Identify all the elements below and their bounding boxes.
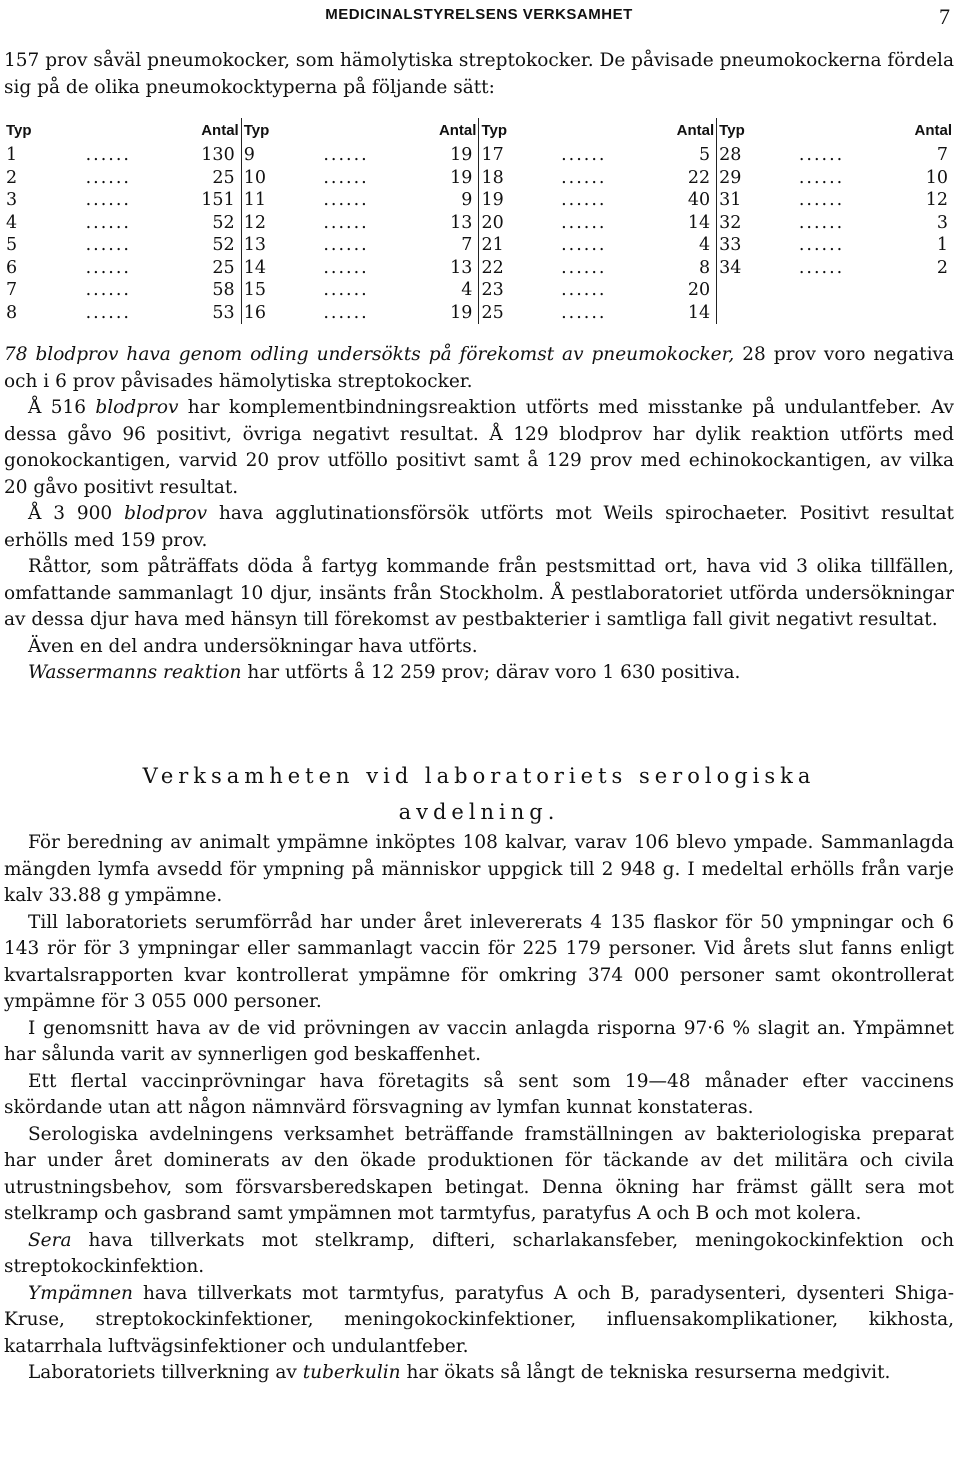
count-cell <box>898 302 954 325</box>
leader-dots: ...... <box>323 167 369 188</box>
type-cell: 10 <box>243 167 266 188</box>
type-cell: 8 <box>6 302 18 323</box>
leader-dots: ...... <box>85 212 131 233</box>
type-count-table <box>4 118 954 324</box>
leader-dots: ...... <box>561 235 607 255</box>
leader-dots: ...... <box>85 167 131 188</box>
count-cell: 53 <box>185 302 241 325</box>
paragraph-other-tests: Även en del andra undersökningar hava utförts. <box>28 635 478 657</box>
italic-phrase: Ympämnen <box>28 1282 133 1304</box>
text-run: har ökats så långt de tekniska resurserna medgivit. <box>400 1362 891 1383</box>
leader-dots: ...... <box>85 145 131 165</box>
pneumococcus-type-table <box>4 118 954 324</box>
running-header <box>4 4 954 30</box>
section-heading: Verksamheten vid laboratoriets serologiska <box>142 764 816 788</box>
leader-dots: ...... <box>561 190 607 210</box>
paragraph-sera <box>4 1228 954 1281</box>
paragraph-production: Serologiska avdelningens verksamhet beträffande framställningen av bakteriologiska preparat har under året dominerats av den ökade produktionen för täckande av det militära och civila utrustningsbehov, som försvarsberedskapen betingat. Denna ökning har främst gällt sera mot stelkramp och gasbrand samt ympämnen mot tarmtyfus, paratyfus A och B och mot kolera. <box>4 1123 954 1224</box>
count-cell: 3 <box>936 212 948 233</box>
text-run: Å 516 <box>28 397 96 418</box>
count-cell: 19 <box>422 167 478 190</box>
count-cell: 9 <box>422 189 478 212</box>
leader-dots: ...... <box>85 302 131 323</box>
col-header-antal: Antal <box>422 118 478 144</box>
leader-dots: ...... <box>798 235 845 255</box>
count-cell: 12 <box>925 190 948 210</box>
type-cell: 7 <box>6 280 18 300</box>
paragraph-complement-fixation <box>4 395 954 501</box>
header-title: MEDICINALSTYRELSENS VERKSAMHET <box>325 6 633 23</box>
paragraph-calves: För beredning av animalt ympämne inköptes 108 kalvar, varav 106 blevo ympade. Sammanlagda mängden lymfa avsedd för ympning på människor uppgick till 2 948 g. I medeltal erhölls från varje kalv 33.88 g ympämne. <box>4 832 954 906</box>
col-header-antal: Antal <box>914 121 952 139</box>
paragraph-blood-cultures <box>4 342 954 395</box>
col-header-blank <box>559 118 660 144</box>
intro-block <box>4 48 954 101</box>
count-cell: 14 <box>660 302 716 325</box>
count-cell: 25 <box>185 257 241 280</box>
count-cell: 19 <box>422 302 478 325</box>
table-row <box>4 279 954 302</box>
type-cell: 15 <box>243 280 266 300</box>
col-header-typ: Typ <box>481 121 507 139</box>
col-header-antal: Antal <box>185 118 241 144</box>
leader-dots: ...... <box>561 302 607 323</box>
type-cell <box>717 302 797 325</box>
italic-phrase: Sera <box>28 1229 72 1251</box>
leader-dots: ...... <box>323 280 369 300</box>
paragraph-rats: Råttor, som påträffats döda å fartyg kommande från pestsmittad ort, hava vid 3 olika tillfällen, omfattande sammanlagt 10 djur, insänts från Stockholm. Å pestlaboratoriet utförda undersökningar av dessa djur hava med hänsyn till förekomst av pestbakterier i samtliga fall givit negativt resultat. <box>4 556 954 630</box>
leader-dots: ...... <box>85 235 131 255</box>
type-cell: 11 <box>243 190 266 210</box>
type-cell: 12 <box>243 212 266 233</box>
leader-dots: ...... <box>561 212 607 233</box>
table-row <box>4 302 954 325</box>
type-cell: 19 <box>481 190 504 210</box>
leader-dots: ...... <box>798 167 845 188</box>
count-cell: 19 <box>422 144 478 167</box>
type-cell: 9 <box>243 145 255 165</box>
count-cell: 4 <box>422 279 478 302</box>
type-cell <box>717 279 797 302</box>
type-cell: 2 <box>6 167 18 188</box>
col-header-blank <box>797 118 898 144</box>
count-cell <box>898 279 954 302</box>
text-run: 28 prov voro negativa och i 6 prov påvisades hämolytiska streptokocker. <box>4 344 954 392</box>
col-header-typ: Typ <box>719 121 745 139</box>
leader-dots: ...... <box>561 257 607 278</box>
type-cell: 21 <box>481 235 504 255</box>
type-cell: 13 <box>243 235 266 255</box>
text-run: Å 3 900 <box>28 503 125 524</box>
col-header-typ: Typ <box>243 121 270 139</box>
table-row <box>4 167 954 190</box>
text-run: har komplementbindningsreaktion utförts med misstanke på undulantfeber. Av dessa gåvo 96 positivt, övriga negativt resultat. Å 129 blodprov har dylik reaktion utförts med gonokockantigen, varvid 20 prov utföllo positivt samt å 129 prov med echinokockantigen, av vilka 20 gåvo positivt resultat. <box>4 397 955 498</box>
table-row <box>4 144 954 167</box>
text-run: har utförts å 12 259 prov; därav voro 1 630 positiva. <box>241 662 741 683</box>
leader-dots: ...... <box>323 257 369 278</box>
type-cell: 18 <box>481 167 504 188</box>
type-cell: 1 <box>6 145 18 165</box>
leader-dots: ...... <box>798 190 845 210</box>
count-cell: 40 <box>660 189 716 212</box>
count-cell: 8 <box>660 257 716 280</box>
type-cell: 4 <box>6 212 18 233</box>
italic-phrase: blodprov <box>95 397 179 418</box>
body-block-1 <box>4 342 954 687</box>
count-cell: 2 <box>936 257 948 278</box>
leader-dots: ...... <box>85 280 131 300</box>
table-header-row <box>4 118 954 144</box>
paragraph-vaccine-tests: Ett flertal vaccinprövningar hava företagits så sent som 19—48 månader efter vaccinens skördande utan att någon nämnvärd försvagning av lymfan kunnat konstateras. <box>4 1070 954 1118</box>
italic-phrase: Wassermanns reaktion <box>28 662 242 683</box>
paragraph-tuberculin <box>4 1360 954 1387</box>
count-cell: 7 <box>422 234 478 257</box>
type-cell: 34 <box>719 257 742 278</box>
table-row <box>4 234 954 257</box>
count-cell: 5 <box>660 144 716 167</box>
count-cell: 22 <box>660 167 716 190</box>
leader-dots: ...... <box>798 212 845 233</box>
paragraph-success-rate: I genomsnitt hava av de vid prövningen av vaccin anlagda risporna 97·6 % slagit an. Ympämnet har sålunda varit av synnerligen god beskaffenhet. <box>4 1017 954 1065</box>
count-cell: 20 <box>660 279 716 302</box>
count-cell: 52 <box>185 234 241 257</box>
leader-dots: ...... <box>323 235 369 255</box>
count-cell: 10 <box>925 167 948 188</box>
leader-dots <box>797 302 898 325</box>
type-cell: 14 <box>243 257 266 278</box>
page-number: 7 <box>939 4 950 29</box>
type-cell: 20 <box>481 212 504 233</box>
text-run: hava tillverkats mot stelkramp, difteri, scharlakansfeber, meningokockinfektion och streptokockinfektion. <box>4 1229 954 1277</box>
type-cell: 25 <box>481 302 504 323</box>
text-run: hava agglutinationsförsök utförts mot Weils spirochaeter. Positivt resultat erhölls med 159 prov. <box>4 503 954 551</box>
serology-section <box>4 758 954 1387</box>
col-header-typ: Typ <box>6 121 32 139</box>
leader-dots: ...... <box>323 190 369 210</box>
text-run: Laboratoriets tillverkning av <box>28 1362 303 1383</box>
table-row <box>4 189 954 212</box>
count-cell: 7 <box>936 145 948 165</box>
italic-phrase: blodprov <box>124 503 208 524</box>
paragraph-agglutination <box>4 501 954 554</box>
type-cell: 29 <box>719 167 742 188</box>
leader-dots: ...... <box>323 212 369 233</box>
table-body <box>4 144 954 324</box>
type-cell: 6 <box>6 257 18 278</box>
paragraph-vaccines <box>4 1281 954 1361</box>
table-row <box>4 212 954 235</box>
type-cell: 31 <box>719 190 742 210</box>
section-heading-line2: avdelning. <box>398 800 560 824</box>
count-cell: 25 <box>185 167 241 190</box>
type-cell: 16 <box>243 302 266 323</box>
paragraph-wassermann <box>4 660 954 687</box>
col-header-antal: Antal <box>660 118 716 144</box>
italic-phrase: 78 blodprov hava genom odling undersökts på förekomst av pneumokocker, <box>4 344 735 365</box>
leader-dots: ...... <box>561 280 607 300</box>
count-cell: 13 <box>422 212 478 235</box>
count-cell: 14 <box>660 212 716 235</box>
paragraph-serum-stock: Till laboratoriets serumförråd har under året inlevererats 4 135 flaskor för 50 ympningar och 6 143 rör för 3 ympningar eller sammanlagt vaccin för 225 179 personer. Vid årets slut fanns enligt kvartalsrapporten kvar kontrollerat ympämne för omkring 374 000 personer samt okontrollerat ympämne för 3 055 000 personer. <box>4 911 954 1012</box>
type-cell: 32 <box>719 212 742 233</box>
count-cell: 58 <box>185 279 241 302</box>
leader-dots: ...... <box>323 145 369 165</box>
leader-dots <box>797 279 898 302</box>
count-cell: 151 <box>185 189 241 212</box>
count-cell: 130 <box>185 144 241 167</box>
count-cell: 1 <box>936 235 948 255</box>
type-cell: 33 <box>719 235 742 255</box>
leader-dots: ...... <box>561 145 607 165</box>
table-row <box>4 257 954 280</box>
col-header-blank <box>321 118 422 144</box>
leader-dots: ...... <box>798 145 845 165</box>
intro-paragraph: 157 prov såväl pneumokocker, som hämolytiska streptokocker. De påvisade pneumokockerna fördela sig på de olika pneumokocktyperna på följande sätt: <box>4 50 954 98</box>
type-cell: 5 <box>6 235 18 255</box>
count-cell: 13 <box>422 257 478 280</box>
col-header-blank <box>84 118 185 144</box>
count-cell: 4 <box>660 234 716 257</box>
type-cell: 17 <box>481 145 504 165</box>
type-cell: 28 <box>719 145 742 165</box>
count-cell: 52 <box>185 212 241 235</box>
italic-phrase: tuberkulin <box>302 1362 401 1383</box>
type-cell: 22 <box>481 257 504 278</box>
leader-dots: ...... <box>323 302 369 323</box>
leader-dots: ...... <box>85 257 131 278</box>
leader-dots: ...... <box>85 190 131 210</box>
text-run: hava tillverkats mot tarmtyfus, paratyfus A och B, paradysenteri, dysenteri Shiga-Kruse, streptokockinfektioner, meningokockinfektioner, influensakomplikationer, kikhosta, katarrhala luftvägsinfektioner och undulantfeber. <box>4 1282 954 1357</box>
leader-dots: ...... <box>798 257 845 278</box>
type-cell: 23 <box>481 280 504 300</box>
type-cell: 3 <box>6 190 18 210</box>
leader-dots: ...... <box>561 167 607 188</box>
